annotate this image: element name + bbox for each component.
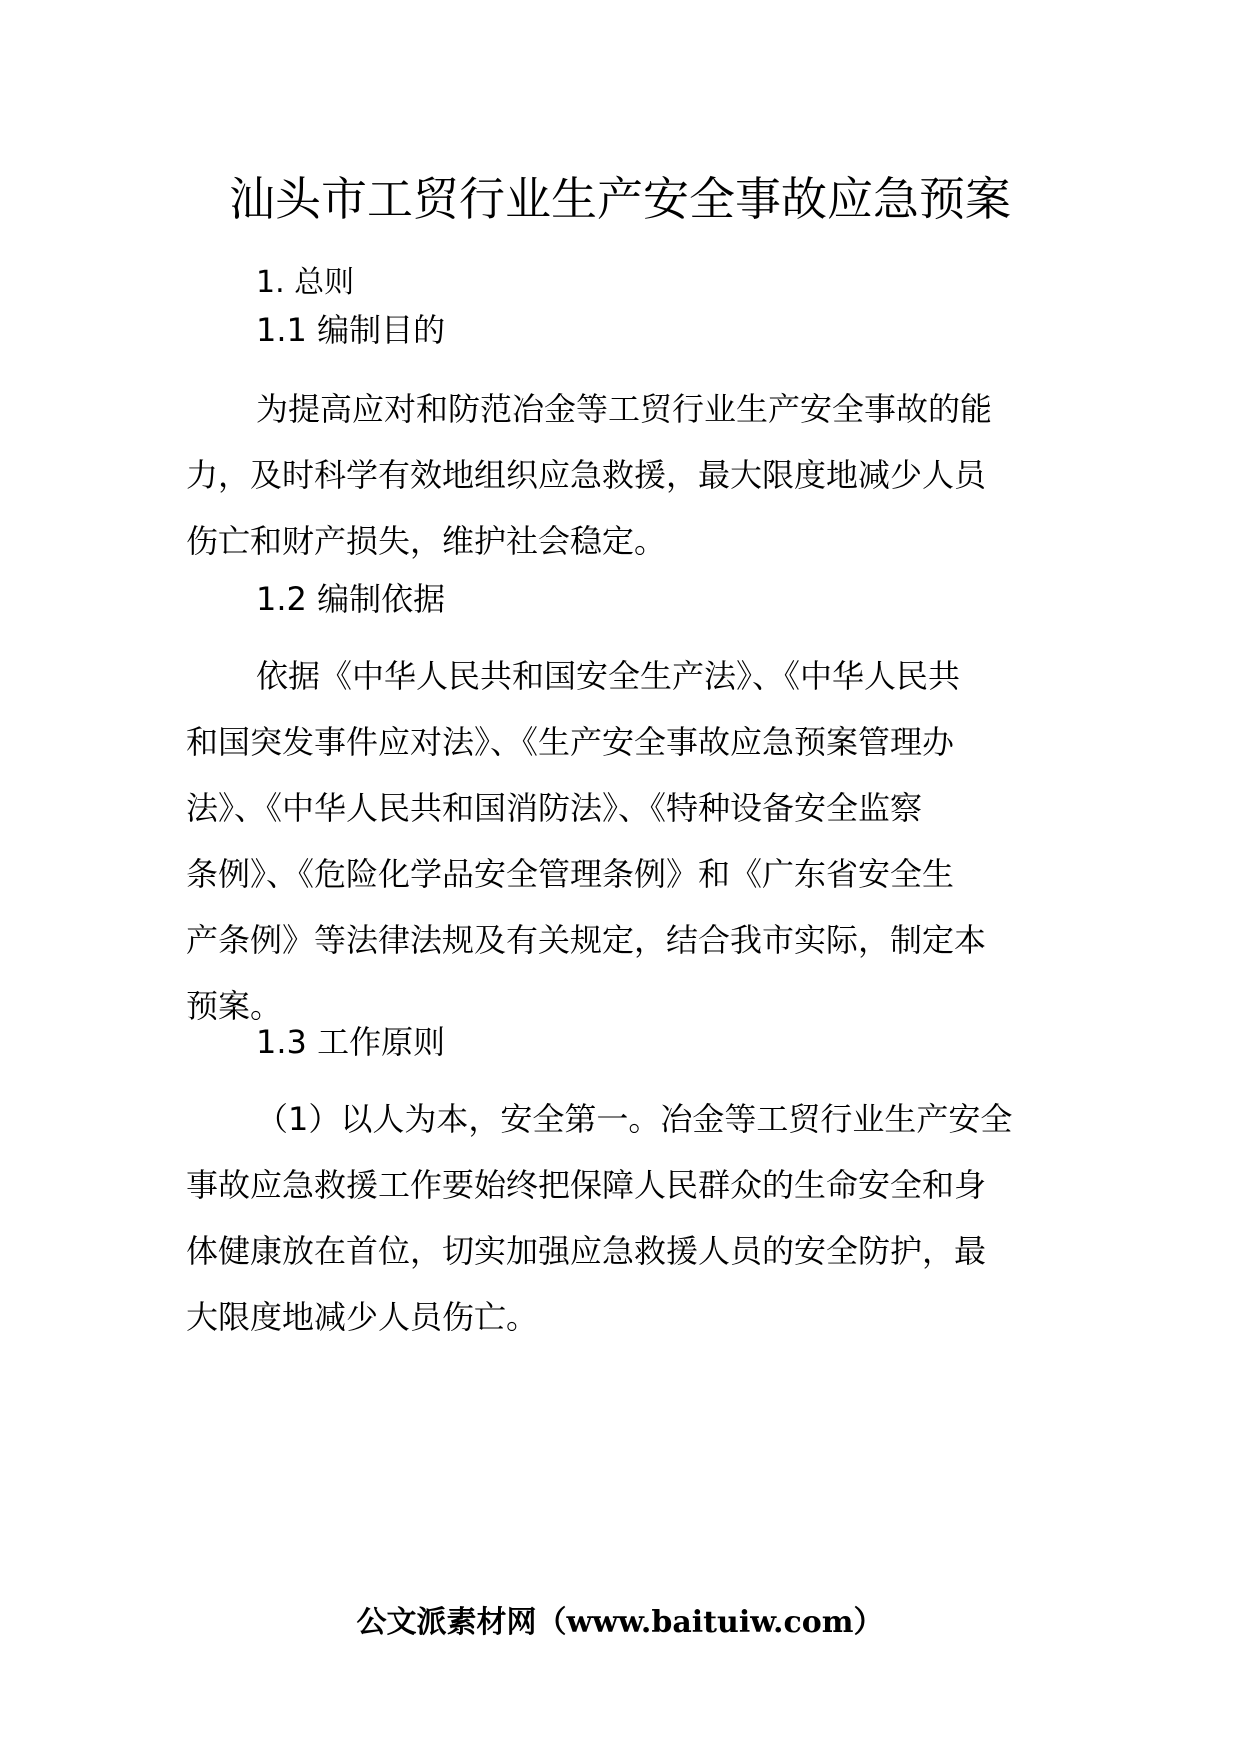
text-line: 事故应急救援工作要始终把保障人民群众的生命安全和身 (186, 1166, 987, 1204)
paragraph-basis (186, 643, 1066, 1039)
text-line: 伤亡和财产损失，维护社会稳定。 (186, 522, 667, 560)
text-line: 和国突发事件应对法》、《生产安全事故应急预案管理办 (186, 723, 955, 761)
footer-watermark: 公文派素材网（www.baituiw.com） (356, 1605, 884, 1640)
paragraph-purpose (186, 376, 1066, 574)
text-line: 力，及时科学有效地组织应急救援，最大限度地减少人员 (186, 456, 987, 494)
text-line: 大限度地减少人员伤亡。 (186, 1298, 539, 1336)
document-title: 汕头市工贸行业生产安全事故应急预案 (229, 172, 1011, 226)
text-line: 依据《中华人民共和国安全生产法》、《中华人民共 (256, 657, 961, 695)
text-line: 产条例》等法律法规及有关规定，结合我市实际，制定本 (186, 921, 987, 959)
text-line: 预案。 (186, 987, 283, 1025)
text-line: （1）以人为本，安全第一。冶金等工贸行业生产安全 (256, 1100, 1013, 1138)
text-line: 为提高应对和防范冶金等工贸行业生产安全事故的能 (256, 390, 993, 428)
section-heading-general: 1. 总则 (256, 265, 355, 300)
text-line: 体健康放在首位，切实加强应急救援人员的安全防护，最 (186, 1232, 987, 1270)
text-line: 条例》、《危险化学品安全管理条例》和《广东省安全生 (186, 855, 955, 893)
section-heading-basis: 1.2 编制依据 (256, 580, 446, 618)
text-line: 法》、《中华人民共和国消防法》、《特种设备安全监察 (186, 789, 923, 827)
section-heading-principles: 1.3 工作原则 (256, 1023, 446, 1061)
paragraph-principles (186, 1086, 1066, 1350)
section-heading-purpose: 1.1 编制目的 (256, 311, 446, 349)
